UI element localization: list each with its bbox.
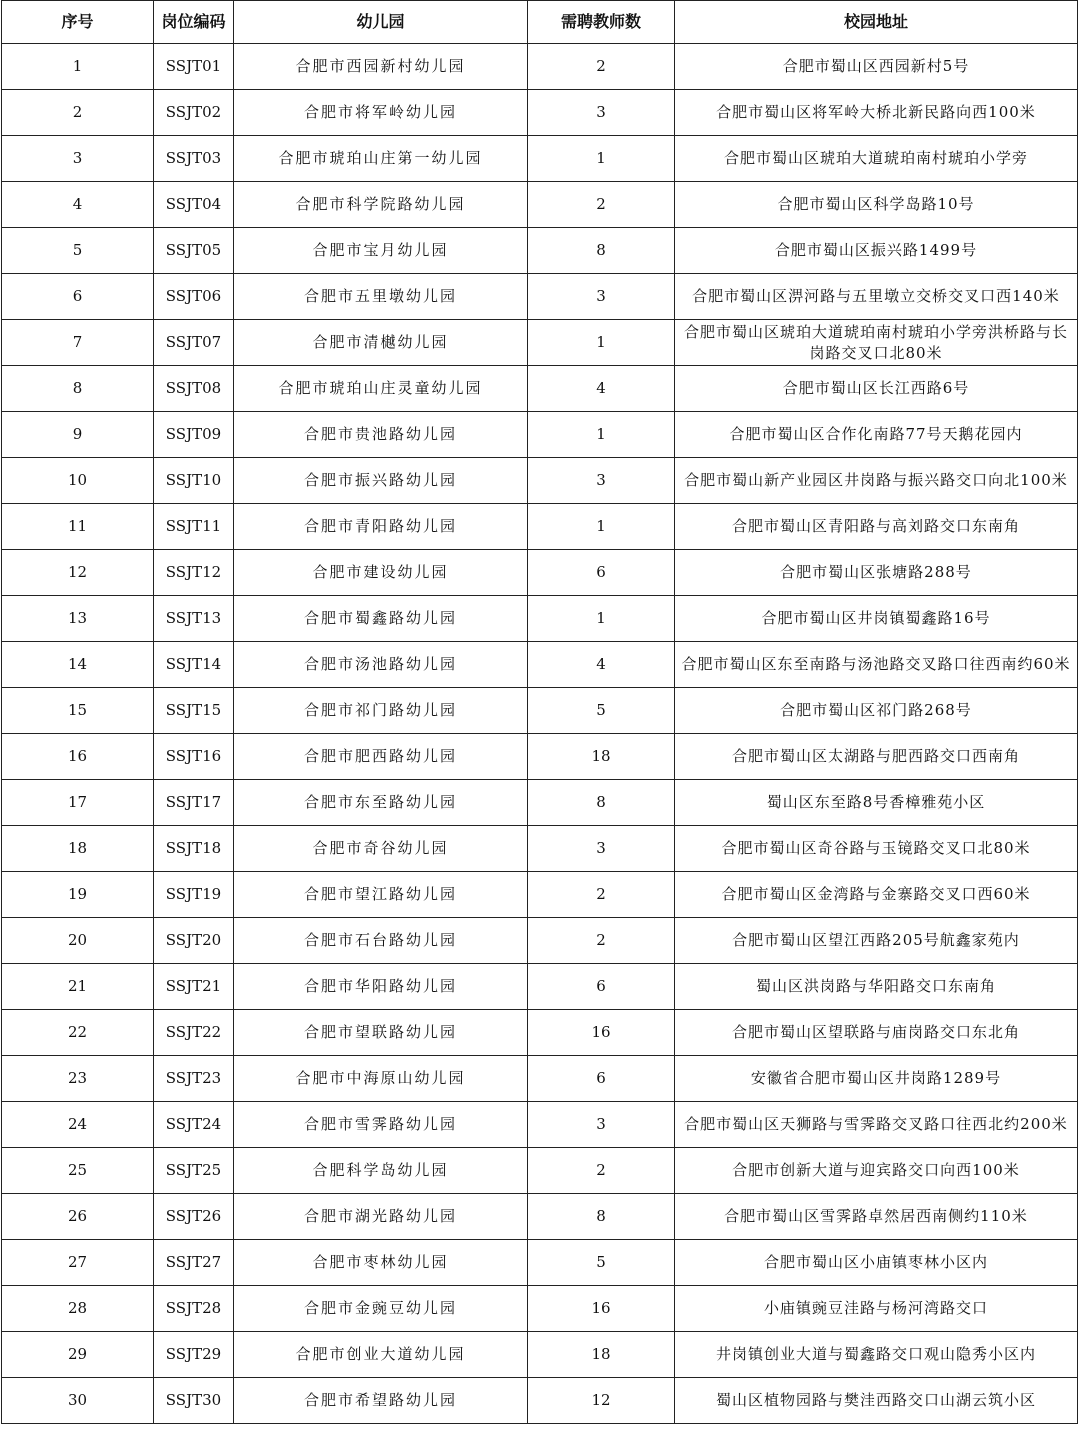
cell-kindergarten-name: 合肥市华阳路幼儿园 [234,964,528,1010]
cell-teacher-count: 18 [528,734,675,780]
cell-position-code: SSJT12 [154,550,234,596]
table-row [2,642,1078,688]
cell-kindergarten-name: 合肥市科学院路幼儿园 [234,182,528,228]
cell-teacher-count: 18 [528,1332,675,1378]
table-row [2,412,1078,458]
cell-kindergarten-name: 合肥市西园新村幼儿园 [234,44,528,90]
table-body [2,44,1078,1424]
cell-kindergarten-name: 合肥市望江路幼儿园 [234,872,528,918]
cell-serial-number: 6 [2,274,154,320]
cell-teacher-count: 6 [528,550,675,596]
table-row [2,826,1078,872]
table-row [2,1010,1078,1056]
cell-serial-number: 12 [2,550,154,596]
table-row [2,136,1078,182]
table-row [2,688,1078,734]
cell-kindergarten-name: 合肥市将军岭幼儿园 [234,90,528,136]
cell-campus-address: 合肥市蜀山区将军岭大桥北新民路向西100米 [675,90,1078,136]
header-campus-address: 校园地址 [675,1,1078,44]
cell-serial-number: 19 [2,872,154,918]
cell-kindergarten-name: 合肥科学岛幼儿园 [234,1148,528,1194]
cell-campus-address: 合肥市蜀山新产业园区井岗路与振兴路交口向北100米 [675,458,1078,504]
cell-campus-address: 蜀山区洪岗路与华阳路交口东南角 [675,964,1078,1010]
cell-position-code: SSJT19 [154,872,234,918]
table-row [2,274,1078,320]
cell-teacher-count: 4 [528,366,675,412]
cell-campus-address: 合肥市蜀山区科学岛路10号 [675,182,1078,228]
cell-teacher-count: 5 [528,688,675,734]
cell-position-code: SSJT25 [154,1148,234,1194]
cell-teacher-count: 16 [528,1286,675,1332]
cell-campus-address: 合肥市蜀山区望联路与庙岗路交口东北角 [675,1010,1078,1056]
cell-kindergarten-name: 合肥市建设幼儿园 [234,550,528,596]
cell-kindergarten-name: 合肥市创业大道幼儿园 [234,1332,528,1378]
cell-position-code: SSJT05 [154,228,234,274]
cell-position-code: SSJT20 [154,918,234,964]
cell-position-code: SSJT30 [154,1378,234,1424]
table-row [2,918,1078,964]
table-row [2,320,1078,366]
cell-campus-address: 合肥市蜀山区小庙镇枣林小区内 [675,1240,1078,1286]
table-row [2,90,1078,136]
cell-position-code: SSJT06 [154,274,234,320]
cell-kindergarten-name: 合肥市望联路幼儿园 [234,1010,528,1056]
cell-kindergarten-name: 合肥市贵池路幼儿园 [234,412,528,458]
table-row [2,780,1078,826]
cell-campus-address: 合肥市蜀山区青阳路与高刘路交口东南角 [675,504,1078,550]
cell-teacher-count: 6 [528,1056,675,1102]
cell-serial-number: 2 [2,90,154,136]
cell-campus-address: 蜀山区植物园路与樊洼西路交口山湖云筑小区 [675,1378,1078,1424]
cell-kindergarten-name: 合肥市希望路幼儿园 [234,1378,528,1424]
kindergarten-recruitment-table [1,0,1078,1424]
cell-position-code: SSJT15 [154,688,234,734]
cell-campus-address: 合肥市蜀山区淠河路与五里墩立交桥交叉口西140米 [675,274,1078,320]
cell-serial-number: 15 [2,688,154,734]
cell-serial-number: 14 [2,642,154,688]
cell-serial-number: 1 [2,44,154,90]
cell-campus-address: 合肥市蜀山区金湾路与金寨路交叉口西60米 [675,872,1078,918]
cell-position-code: SSJT08 [154,366,234,412]
cell-kindergarten-name: 合肥市青阳路幼儿园 [234,504,528,550]
table-row [2,596,1078,642]
cell-teacher-count: 2 [528,872,675,918]
cell-teacher-count: 3 [528,826,675,872]
cell-teacher-count: 1 [528,596,675,642]
cell-serial-number: 5 [2,228,154,274]
table-row [2,458,1078,504]
header-serial-number: 序号 [2,1,154,44]
cell-campus-address: 合肥市蜀山区雪霁路卓然居西南侧约110米 [675,1194,1078,1240]
cell-position-code: SSJT28 [154,1286,234,1332]
cell-position-code: SSJT21 [154,964,234,1010]
cell-teacher-count: 3 [528,1102,675,1148]
cell-position-code: SSJT13 [154,596,234,642]
cell-teacher-count: 8 [528,1194,675,1240]
cell-campus-address: 合肥市蜀山区长江西路6号 [675,366,1078,412]
table-row [2,182,1078,228]
cell-serial-number: 10 [2,458,154,504]
cell-campus-address: 蜀山区东至路8号香樟雅苑小区 [675,780,1078,826]
cell-kindergarten-name: 合肥市蜀鑫路幼儿园 [234,596,528,642]
header-position-code: 岗位编码 [154,1,234,44]
cell-kindergarten-name: 合肥市金豌豆幼儿园 [234,1286,528,1332]
header-teacher-count: 需聘教师数 [528,1,675,44]
cell-kindergarten-name: 合肥市振兴路幼儿园 [234,458,528,504]
table-row [2,1240,1078,1286]
cell-serial-number: 24 [2,1102,154,1148]
cell-campus-address: 合肥市蜀山区琥珀大道琥珀南村琥珀小学旁 [675,136,1078,182]
cell-serial-number: 25 [2,1148,154,1194]
cell-teacher-count: 8 [528,228,675,274]
cell-teacher-count: 1 [528,320,675,366]
cell-position-code: SSJT22 [154,1010,234,1056]
cell-kindergarten-name: 合肥市中海原山幼儿园 [234,1056,528,1102]
cell-serial-number: 27 [2,1240,154,1286]
table-row [2,366,1078,412]
cell-position-code: SSJT18 [154,826,234,872]
table-row [2,1056,1078,1102]
cell-serial-number: 9 [2,412,154,458]
cell-campus-address: 小庙镇豌豆洼路与杨河湾路交口 [675,1286,1078,1332]
table-row [2,1148,1078,1194]
table-row [2,964,1078,1010]
cell-kindergarten-name: 合肥市东至路幼儿园 [234,780,528,826]
cell-teacher-count: 2 [528,1148,675,1194]
cell-kindergarten-name: 合肥市祁门路幼儿园 [234,688,528,734]
cell-teacher-count: 8 [528,780,675,826]
table-row [2,1378,1078,1424]
header-kindergarten: 幼儿园 [234,1,528,44]
cell-teacher-count: 2 [528,182,675,228]
cell-teacher-count: 6 [528,964,675,1010]
cell-kindergarten-name: 合肥市奇谷幼儿园 [234,826,528,872]
cell-position-code: SSJT14 [154,642,234,688]
table-row [2,504,1078,550]
header-row [2,1,1078,44]
cell-serial-number: 21 [2,964,154,1010]
cell-kindergarten-name: 合肥市石台路幼儿园 [234,918,528,964]
cell-campus-address: 合肥市蜀山区望江西路205号航鑫家苑内 [675,918,1078,964]
cell-serial-number: 8 [2,366,154,412]
cell-teacher-count: 1 [528,504,675,550]
cell-serial-number: 30 [2,1378,154,1424]
cell-campus-address: 合肥市蜀山区西园新村5号 [675,44,1078,90]
cell-serial-number: 28 [2,1286,154,1332]
cell-kindergarten-name: 合肥市清樾幼儿园 [234,320,528,366]
table-row [2,1332,1078,1378]
cell-position-code: SSJT10 [154,458,234,504]
cell-serial-number: 18 [2,826,154,872]
cell-campus-address: 安徽省合肥市蜀山区井岗路1289号 [675,1056,1078,1102]
cell-position-code: SSJT09 [154,412,234,458]
cell-teacher-count: 3 [528,458,675,504]
cell-teacher-count: 1 [528,136,675,182]
table-row [2,1286,1078,1332]
cell-campus-address: 合肥市蜀山区张塘路288号 [675,550,1078,596]
cell-position-code: SSJT23 [154,1056,234,1102]
cell-teacher-count: 16 [528,1010,675,1056]
cell-serial-number: 29 [2,1332,154,1378]
table-row [2,44,1078,90]
cell-serial-number: 3 [2,136,154,182]
cell-position-code: SSJT24 [154,1102,234,1148]
cell-position-code: SSJT07 [154,320,234,366]
cell-serial-number: 20 [2,918,154,964]
cell-serial-number: 26 [2,1194,154,1240]
table-row [2,228,1078,274]
cell-position-code: SSJT02 [154,90,234,136]
cell-serial-number: 7 [2,320,154,366]
cell-campus-address: 合肥市蜀山区东至南路与汤池路交叉路口往西南约60米 [675,642,1078,688]
cell-kindergarten-name: 合肥市琥珀山庄灵童幼儿园 [234,366,528,412]
cell-campus-address: 合肥市蜀山区奇谷路与玉镜路交叉口北80米 [675,826,1078,872]
cell-kindergarten-name: 合肥市湖光路幼儿园 [234,1194,528,1240]
cell-teacher-count: 12 [528,1378,675,1424]
cell-serial-number: 4 [2,182,154,228]
cell-position-code: SSJT16 [154,734,234,780]
cell-kindergarten-name: 合肥市雪霁路幼儿园 [234,1102,528,1148]
cell-teacher-count: 2 [528,918,675,964]
cell-position-code: SSJT17 [154,780,234,826]
table-row [2,734,1078,780]
table-row [2,550,1078,596]
cell-serial-number: 16 [2,734,154,780]
cell-campus-address: 合肥市蜀山区井岗镇蜀鑫路16号 [675,596,1078,642]
cell-serial-number: 11 [2,504,154,550]
cell-campus-address: 合肥市蜀山区振兴路1499号 [675,228,1078,274]
cell-position-code: SSJT01 [154,44,234,90]
cell-campus-address: 合肥市蜀山区太湖路与肥西路交口西南角 [675,734,1078,780]
cell-kindergarten-name: 合肥市琥珀山庄第一幼儿园 [234,136,528,182]
cell-kindergarten-name: 合肥市五里墩幼儿园 [234,274,528,320]
cell-teacher-count: 3 [528,274,675,320]
cell-campus-address: 井岗镇创业大道与蜀鑫路交口观山隐秀小区内 [675,1332,1078,1378]
cell-teacher-count: 1 [528,412,675,458]
cell-teacher-count: 5 [528,1240,675,1286]
cell-serial-number: 22 [2,1010,154,1056]
cell-campus-address: 合肥市蜀山区天狮路与雪霁路交叉路口往西北约200米 [675,1102,1078,1148]
cell-serial-number: 17 [2,780,154,826]
cell-position-code: SSJT04 [154,182,234,228]
table-row [2,1194,1078,1240]
cell-kindergarten-name: 合肥市枣林幼儿园 [234,1240,528,1286]
table-row [2,1102,1078,1148]
cell-serial-number: 23 [2,1056,154,1102]
cell-teacher-count: 2 [528,44,675,90]
cell-serial-number: 13 [2,596,154,642]
table-header [2,1,1078,44]
cell-campus-address: 合肥市蜀山区合作化南路77号天鹅花园内 [675,412,1078,458]
cell-position-code: SSJT29 [154,1332,234,1378]
cell-position-code: SSJT03 [154,136,234,182]
cell-kindergarten-name: 合肥市宝月幼儿园 [234,228,528,274]
cell-teacher-count: 3 [528,90,675,136]
table-row [2,872,1078,918]
cell-position-code: SSJT27 [154,1240,234,1286]
cell-teacher-count: 4 [528,642,675,688]
cell-campus-address: 合肥市蜀山区祁门路268号 [675,688,1078,734]
cell-position-code: SSJT11 [154,504,234,550]
cell-campus-address: 合肥市蜀山区琥珀大道琥珀南村琥珀小学旁洪桥路与长岗路交叉口北80米 [675,320,1078,366]
cell-kindergarten-name: 合肥市汤池路幼儿园 [234,642,528,688]
cell-campus-address: 合肥市创新大道与迎宾路交口向西100米 [675,1148,1078,1194]
cell-kindergarten-name: 合肥市肥西路幼儿园 [234,734,528,780]
cell-position-code: SSJT26 [154,1194,234,1240]
